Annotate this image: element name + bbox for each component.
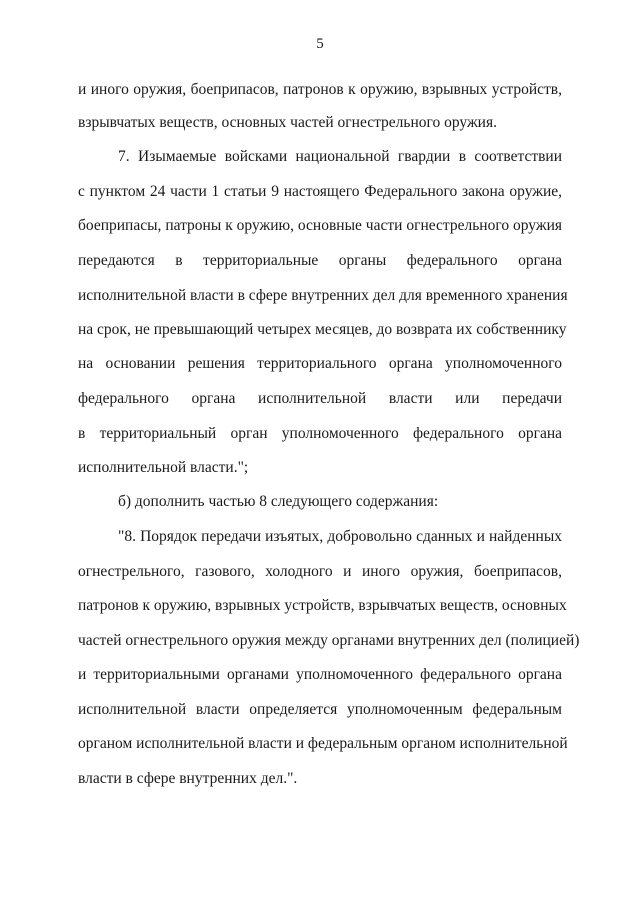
text-line: на основании решения территориального органа уполномоченного: [78, 355, 562, 372]
text-line: огнестрельного, газового, холодного и иного оружия, боеприпасов,: [78, 563, 562, 580]
text-line: власти в сфере внутренних дел.".: [78, 770, 298, 787]
text-line: 7. Изымаемые войсками национальной гвардии в соответствии: [118, 148, 562, 165]
text-line: исполнительной власти.";: [78, 459, 249, 476]
text-line: органом исполнительной власти и федеральным органом исполнительной: [78, 735, 568, 752]
text-line: федерального органа исполнительной власти или передачи: [78, 390, 562, 407]
text-line: взрывчатых веществ, основных частей огнестрельного оружия.: [78, 114, 497, 131]
text-line: в территориальный орган уполномоченного федерального органа: [78, 425, 562, 442]
text-line: на срок, не превышающий четырех месяцев, до возврата их собственнику: [78, 321, 567, 338]
text-line: исполнительной власти определяется уполномоченным федеральным: [78, 701, 562, 718]
text-line: и территориальными органами уполномоченного федерального органа: [78, 666, 562, 683]
text-line: боеприпасы, патроны к оружию, основные части огнестрельного оружия: [78, 217, 562, 234]
text-line: "8. Порядок передачи изъятых, добровольно сданных и найденных: [118, 528, 562, 545]
page-number: 5: [316, 36, 324, 52]
text-line: передаются в территориальные органы федерального органа: [78, 252, 562, 269]
text-line: с пунктом 24 части 1 статьи 9 настоящего Федерального закона оружие,: [78, 183, 562, 200]
text-line: патронов к оружию, взрывных устройств, взрывчатых веществ, основных: [78, 597, 567, 614]
text-line: б) дополнить частью 8 следующего содержания:: [118, 493, 439, 510]
text-line: частей огнестрельного оружия между органами внутренних дел (полицией): [78, 632, 580, 649]
text-line: исполнительной власти в сфере внутренних дел для временного хранения: [78, 287, 568, 304]
text-line: и иного оружия, боеприпасов, патронов к оружию, взрывных устройств,: [78, 81, 562, 98]
